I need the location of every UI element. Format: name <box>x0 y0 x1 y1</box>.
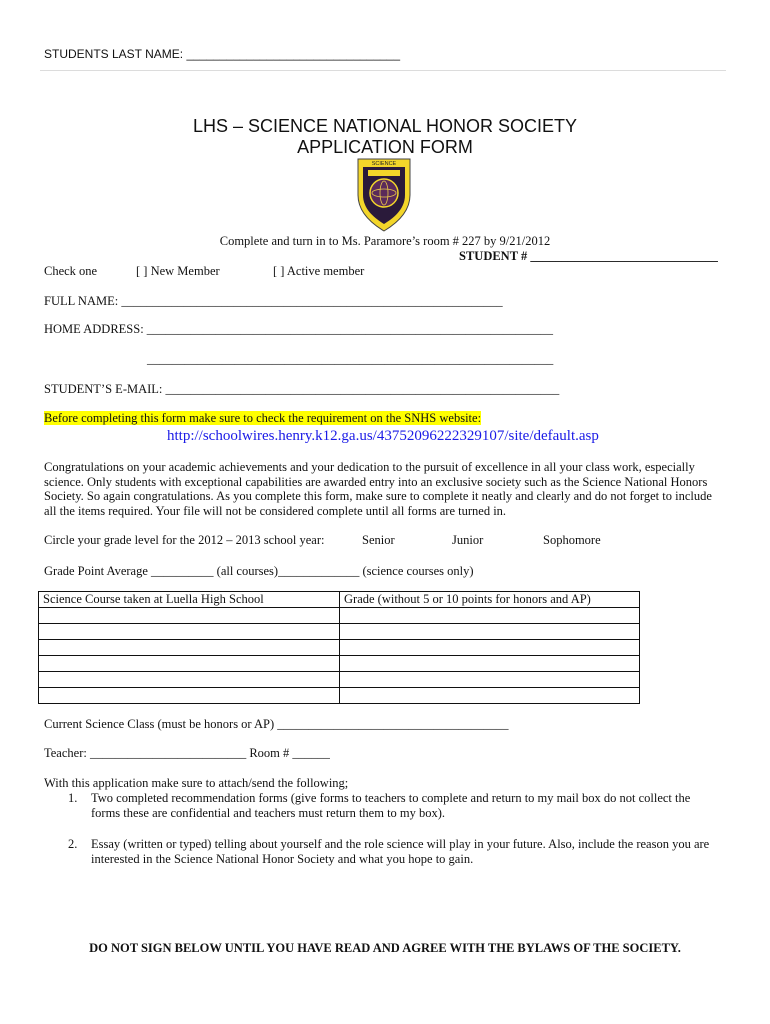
new-member-checkbox[interactable]: [ ] New Member <box>136 264 220 278</box>
science-courses-table <box>38 591 640 704</box>
list-item-recommendation: Two completed recommendation forms (give forms to teachers to complete and return to my mail box do not collect the forms these are confidential and teachers must return them to my box). <box>91 791 691 820</box>
student-number-field[interactable]: STUDENT # ______________________________ <box>459 249 718 263</box>
table-row <box>39 656 640 672</box>
website-notice: Before completing this form make sure to check the requirement on the SNHS website: <box>44 411 482 425</box>
check-one-label: Check one <box>44 264 98 278</box>
congratulations-paragraph: Congratulations on your academic achievements and your dedication to the pursuit of excellence in all your class work, especially science. Only students with exceptional capabilities are awarded entry into an exclusive society such as the Science National Honors Society. So again congratulations. As you complete this form, make sure to complete it neatly and clearly and do not forget to include all the items required. Your file will not be considered complete until all forms are turned in. <box>44 460 712 518</box>
table-header-course: Science Course taken at Luella High School <box>39 592 340 608</box>
gpa-field[interactable]: Grade Point Average __________ (all courses)_____________ (science courses only) <box>44 564 474 578</box>
grade-cell[interactable] <box>340 608 640 624</box>
attachments-intro: With this application make sure to attach/send the following; <box>44 776 349 790</box>
logo-text: SCIENCE <box>371 161 397 167</box>
full-name-field[interactable]: FULL NAME: _____________________________________________________________ <box>44 294 503 308</box>
teacher-room-field[interactable]: Teacher: _________________________ Room # ______ <box>44 746 330 760</box>
grade-option-senior[interactable]: Senior <box>362 533 395 547</box>
email-field[interactable]: STUDENT’S E-MAIL: _______________________________________________________________ <box>44 382 560 396</box>
grade-level-label: Circle your grade level for the 2012 – 2013 school year: <box>44 533 325 547</box>
course-cell[interactable] <box>39 688 340 704</box>
students-last-name-field[interactable]: STUDENTS LAST NAME: ________________________________ <box>44 47 401 61</box>
snhs-website-link[interactable]: http://schoolwires.henry.k12.ga.us/43752096222329107/site/default.asp <box>167 428 599 444</box>
table-header-row <box>39 592 640 608</box>
course-cell[interactable] <box>39 608 340 624</box>
list-item-number: 1. <box>68 791 78 805</box>
current-science-class-field[interactable]: Current Science Class (must be honors or AP) _____________________________________ <box>44 717 509 731</box>
grade-cell[interactable] <box>340 624 640 640</box>
table-row <box>39 608 640 624</box>
home-address-line2[interactable]: _________________________________________________________________ <box>147 352 554 366</box>
logo-banner <box>368 170 400 176</box>
course-cell[interactable] <box>39 672 340 688</box>
list-item-number: 2. <box>68 837 78 851</box>
list-item-essay: Essay (written or typed) telling about yourself and the role science will play in your future. Also, include the reason you are interested in the Science National Honor Society and what you hope to gain. <box>91 837 710 866</box>
table-row <box>39 672 640 688</box>
page-title: LHS – SCIENCE NATIONAL HONOR SOCIETY <box>192 116 578 136</box>
course-cell[interactable] <box>39 640 340 656</box>
signature-warning: DO NOT SIGN BELOW UNTIL YOU HAVE READ AND AGREE WITH THE BYLAWS OF THE SOCIETY. <box>89 941 681 955</box>
header-divider <box>40 70 726 71</box>
grade-option-sophomore[interactable]: Sophomore <box>543 533 601 547</box>
atom-emblem <box>370 179 398 207</box>
table-row <box>39 640 640 656</box>
grade-cell[interactable] <box>340 640 640 656</box>
grade-cell[interactable] <box>340 672 640 688</box>
grade-cell[interactable] <box>340 656 640 672</box>
table-row <box>39 688 640 704</box>
table-header-grade: Grade (without 5 or 10 points for honors and AP) <box>340 592 640 608</box>
course-cell[interactable] <box>39 656 340 672</box>
submission-instruction: Complete and turn in to Ms. Paramore’s room # 227 by 9/21/2012 <box>219 234 551 248</box>
active-member-checkbox[interactable]: [ ] Active member <box>273 264 365 278</box>
home-address-field[interactable]: HOME ADDRESS: _________________________________________________________________ <box>44 322 554 336</box>
grade-cell[interactable] <box>340 688 640 704</box>
science-shield-logo <box>354 155 414 233</box>
course-cell[interactable] <box>39 624 340 640</box>
table-row <box>39 624 640 640</box>
page-subtitle: APPLICATION FORM <box>297 137 473 157</box>
grade-option-junior[interactable]: Junior <box>452 533 484 547</box>
